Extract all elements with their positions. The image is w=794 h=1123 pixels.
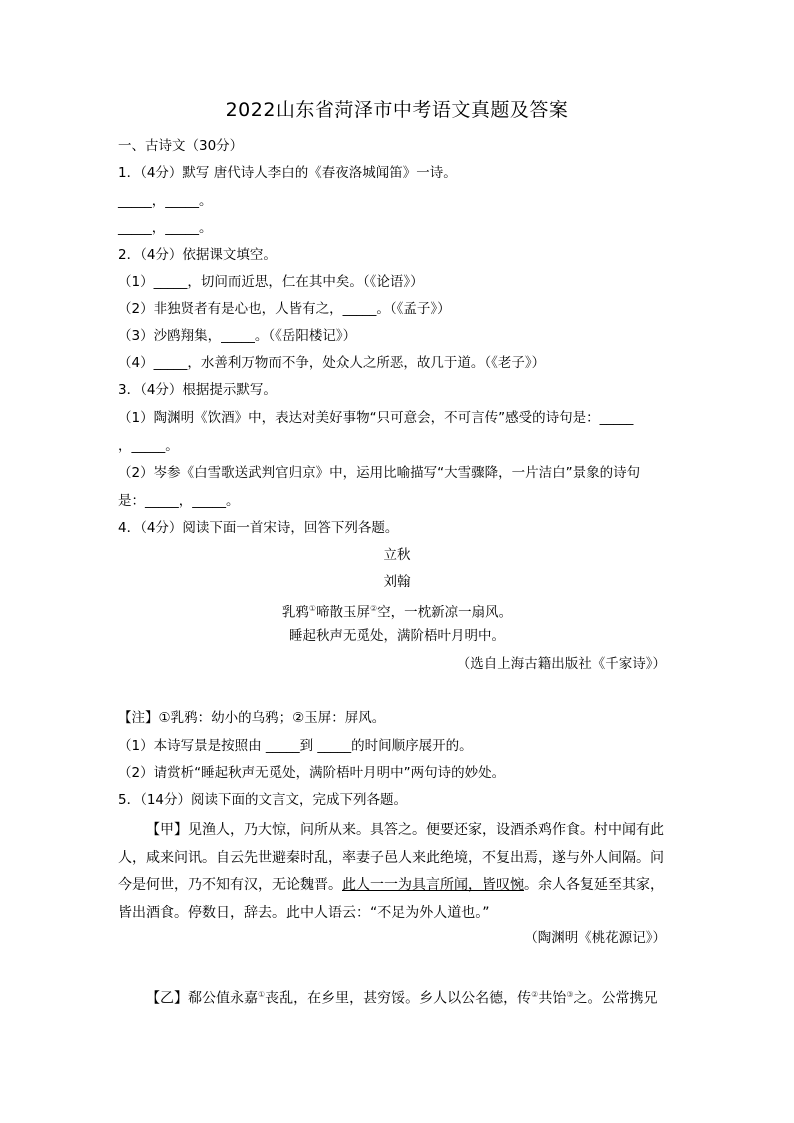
section-heading: 一、古诗文（30分） [118,138,244,154]
question-4-subitem: （1）本诗写景是按照由 _____到 _____的时间顺序展开的。 [118,738,473,754]
question-1-stem: 1．（4分）默写 唐代诗人李白的《春夜洛城闻笛》一诗。 [118,165,457,181]
question-2-item: （1）_____，切问而近思，仁在其中矣。（《论语》） [118,274,424,290]
question-2-stem: 2．（4分）依据课文填空。 [118,247,277,263]
question-1-blank-line: _____，_____。 [118,193,213,209]
passage-source: （陶渊明《桃花源记》） [524,930,666,946]
question-2-item: （4）_____，水善利万物而不争，处众人之所恶，故几于道。（《老子》） [118,355,546,371]
question-3-item: （1）陶渊明《饮酒》中，表达对美好事物“只可意会，不可言传”感受的诗句是：_____ [118,410,634,426]
question-2-item: （2）非独贤者有是心也，人皆有之，_____。（《孟子》） [118,301,451,317]
footnote-marker: ① [258,990,266,999]
classical-passage-jia [118,817,670,927]
footnote-marker: ① [308,604,316,613]
poem-line: 睡起秋声无觅处，满阶梧叶月明中。 [289,628,505,644]
question-3-item-continued: ，_____。 [118,438,179,454]
question-3-item-continued: 是：_____，_____。 [118,493,240,509]
poem-title: 立秋 [383,547,411,563]
poem-source: （选自上海古籍出版社《千家诗》） [456,656,666,672]
page-title: 2022山东省菏泽市中考语文真题及答案 [225,99,569,121]
passage-text: 。余人各复延至其家，皆出酒食。停数日，辞去。此中人语云：“不足为外人道也。” [118,877,664,921]
question-2-item: （3）沙鸥翔集，_____。（《岳阳楼记》） [118,328,357,344]
passage-text: 丧乱，在乡里，甚穷馁。乡人以公名德，传 [265,990,532,1007]
passage-text: 【甲】见渔人，乃大惊，问所从来。具答之。便要还家，设酒杀鸡作食。村中闻有此人，咸来问讯。自云先世避秦时乱，率妻子邑人来此绝境，不复出焉，遂与外人间隔。问今是何世，乃不知有汉，无论魏晋。 [118,822,664,893]
poem-line [0,599,794,623]
passage-text: 【乙】郗公值永嘉 [146,990,258,1007]
footnote-marker: ② [531,990,539,999]
question-3-item: （2）岑参《白雪歌送武判官归京》中，运用比喻描写“大雪骤降，一片洁白”景象的诗句 [118,465,641,481]
question-1-blank-line: _____，_____。 [118,220,213,236]
passage-text: 共饴 [538,990,567,1007]
poem-text: 空，一枕新凉一扇风。 [377,604,513,621]
poem-text: 乳鸦 [281,604,309,621]
poem-note: 【注】①乳鸦：幼小的乌鸦；②玉屏：屏风。 [118,710,386,726]
classical-passage-yi [118,981,670,1013]
question-5-stem: 5．（14分）阅读下面的文言文，完成下列各题。 [118,792,408,808]
poem-text: 啼散玉屏 [316,604,370,621]
question-3-stem: 3．（4分）根据提示默写。 [118,382,277,398]
passage-text: 之。公常携兄 [573,990,658,1007]
question-4-stem: 4．（4分）阅读下面一首宋诗，回答下列各题。 [118,520,399,536]
underlined-sentence: 此人一一为具言所闻，皆叹惋 [342,877,524,893]
poem-author: 刘翰 [383,574,411,590]
footnote-marker: ③ [566,990,574,999]
footnote-marker: ② [370,604,378,613]
question-4-subitem: （2）请赏析“睡起秋声无觅处，满阶梧叶月明中”两句诗的妙处。 [118,765,506,781]
